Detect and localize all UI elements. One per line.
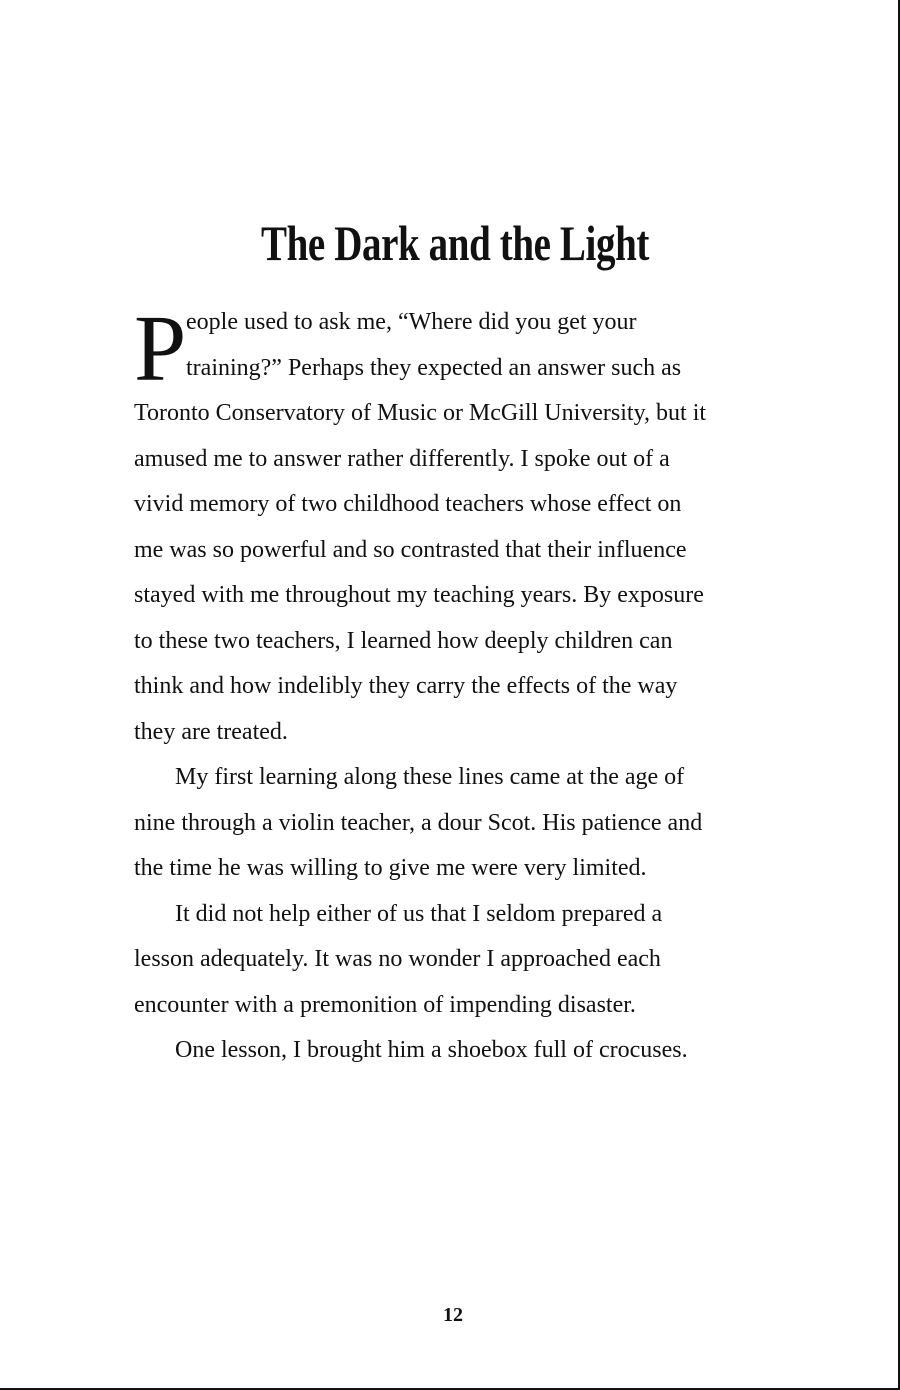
text-line: to these two teachers, I learned how deeply children can bbox=[134, 627, 673, 654]
drop-cap: P bbox=[134, 297, 187, 401]
text-line: amused me to answer rather differently. I spoke out of a bbox=[134, 445, 670, 472]
text-line: training?” Perhaps they expected an answer such as bbox=[186, 354, 682, 381]
text-line: One lesson, I brought him a shoebox full of crocuses. bbox=[175, 1037, 688, 1063]
chapter-title: The Dark and the Light bbox=[260, 215, 650, 271]
text-line: me was so powerful and so contrasted that their influence bbox=[134, 536, 687, 563]
text-line: the time he was willing to give me were very limited. bbox=[134, 855, 647, 881]
text-line: lesson adequately. It was no wonder I approached each bbox=[134, 946, 661, 972]
paragraph-2 bbox=[134, 755, 794, 892]
paragraph-1 bbox=[134, 297, 794, 755]
text-line: vivid memory of two childhood teachers whose effect on bbox=[134, 491, 682, 517]
text-line: It did not help either of us that I seldom prepared a bbox=[175, 900, 663, 927]
text-line: they are treated. bbox=[134, 718, 288, 745]
paragraph-3 bbox=[134, 892, 794, 1029]
body-text bbox=[134, 297, 794, 1074]
text-line: Toronto Conservatory of Music or McGill University, but it bbox=[134, 400, 707, 426]
text-line: encounter with a premonition of impending disaster. bbox=[134, 991, 636, 1018]
text-line: eople used to ask me, “Where did you get your bbox=[186, 309, 637, 335]
paragraph-4 bbox=[134, 1028, 794, 1074]
text-line: nine through a violin teacher, a dour Scot. His patience and bbox=[134, 809, 703, 836]
text-line: think and how indelibly they carry the effects of the way bbox=[134, 673, 678, 699]
page-number: 12 bbox=[443, 1304, 463, 1326]
text-line: My first learning along these lines came at the age of bbox=[175, 764, 685, 790]
text-line: stayed with me throughout my teaching years. By exposure bbox=[134, 582, 704, 608]
